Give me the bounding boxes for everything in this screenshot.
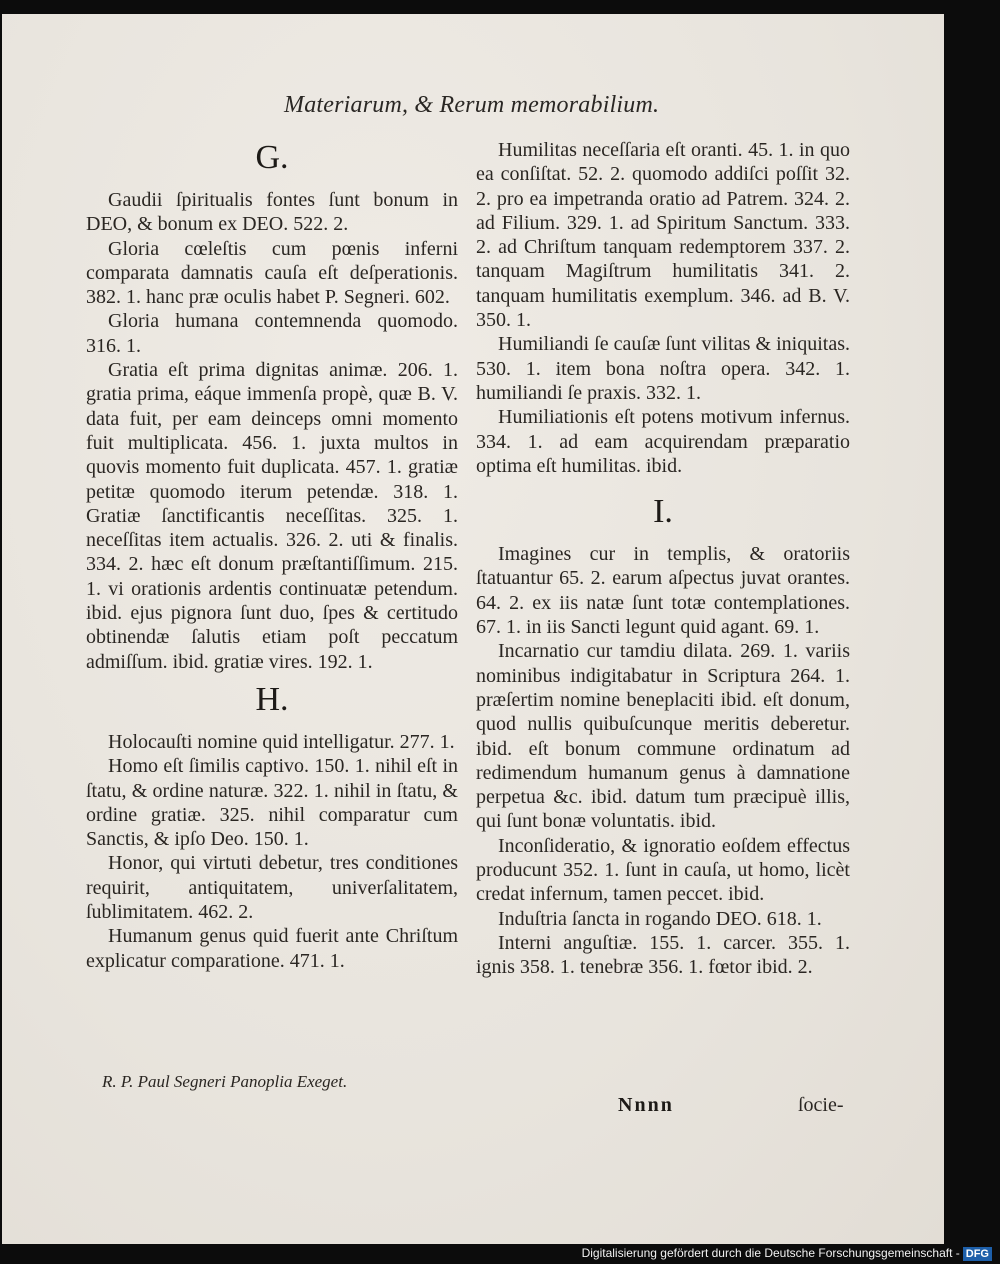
- index-entry-homo: Homo eſt ſimilis captivo. 150. 1. nihil eſt in ſtatu, & ordine naturæ. 322. 1. nihil in ſtatu, & ordine gratiæ. 325. nihil comparatur cum Sanctis, & ipſo Deo. 150. 1.: [86, 755, 458, 851]
- index-entry-imagines: Imagines cur in templis, & oratoriis ſtatuantur 65. 2. earum aſpectus juvat orantes. 64. 2. ex iis natæ ſunt totæ contemplationes. 67. 1. in iis Sancti legunt quid agant. 69. 1.: [476, 543, 850, 639]
- index-entry-humanum: Humanum genus quid fuerit ante Chriſtum explicatur comparatione. 471. 1.: [86, 925, 458, 972]
- index-entry-industria: Induſtria ſancta in rogando DEO. 618. 1.: [498, 907, 822, 930]
- credit-text: Digitalisierung gefördert durch die Deutsche Forschungsgemeinschaft -: [581, 1246, 960, 1260]
- index-entry-humilitas: Humilitas neceſſaria eſt oranti. 45. 1. in quo ea conſiſtat. 52. 2. quomodo addiſci poſſit 32. 2. pro ea impetranda oratio ad Patrem. 324. 2. ad Filium. 329. 1. ad Spiritum Sanctum. 333. 2. ad Chriſtum tanquam redemptorem 337. 2. tanquam Magiſtrum humilitatis 341. 2. tanquam humilitatis exemplum. 346. ad B. V. 350. 1.: [476, 139, 850, 332]
- section-letter-h: H.: [255, 680, 289, 718]
- digitization-credit: [582, 1244, 992, 1262]
- index-entry-gaudii: Gaudii ſpiritualis fontes ſunt bonum in DEO, & bonum ex DEO. 522. 2.: [86, 189, 458, 236]
- index-entry-holocausti: Holocauſti nomine quid intelligatur. 277. 1.: [108, 730, 455, 753]
- index-entry-honor: Honor, qui virtuti debetur, tres conditiones requirit, antiquitatem, univerſalitatem, ſublimitatem. 462. 2.: [86, 852, 458, 924]
- page-catchline: R. P. Paul Segneri Panoplia Exeget.: [102, 1072, 348, 1091]
- dfg-logo-icon: DFG: [963, 1247, 992, 1261]
- index-entry-inconsideratio: Inconſideratio, & ignoratio eoſdem effectus producunt 352. 1. ſunt in cauſa, ut homo, licèt credat infernum, tamen peccet. ibid.: [476, 834, 850, 906]
- section-letter-g: G.: [255, 139, 289, 176]
- signature-mark: Nnnn: [618, 1094, 674, 1116]
- index-entry-gratia: Gratia eſt prima dignitas animæ. 206. 1. gratia prima, eáque immenſa propè, quæ B. V. data fuit, per eam deinceps omni momento fuit multiplicata. 456. 1. juxta multos in quovis momento fuit duplicata. 457. 1. gratiæ petitæ quomodo iterum petendæ. 318. 1. Gratiæ ſanctificantis neceſſitas. 325. 1. neceſſitas item actualis. 326. 2. uti & finalis. 334. 2. hæc eſt donum præſtantiſſimum. 215. 1. vi orationis ardentis continuatæ petendum. ibid. ejus pignora ſunt duo, ſpes & certitudo obtinendæ ſalutis etiam poſt peccatum admiſſum. ibid. gratiæ vires. 192. 1.: [86, 359, 458, 673]
- left-column: [86, 138, 458, 973]
- index-entry-inferni: Interni anguſtiæ. 155. 1. carcer. 355. 1. ignis 358. 1. tenebræ 356. 1. fœtor ibid. 2.: [476, 931, 850, 979]
- index-entry-incarnatio: Incarnatio cur tamdiu dilata. 269. 1. variis nominibus indigitabatur in Scriptura 264. 1. præſertim nomine beneplaciti ibid. eſt donum, quod nullis quibuſcunque meritis deberetur. ibid. eſt bonum commune ordinatum ad redimendum humanum genus à damnatione perpetua &c. ibid. datum tum præcipuè illis, qui ſunt bonæ voluntatis. ibid.: [476, 640, 850, 833]
- index-entry-humiliationis: Humiliationis eſt potens motivum infernus. 334. 1. ad eam acquirendam præparatio optima eſt humilitas. ibid.: [476, 406, 850, 477]
- right-column: [476, 138, 850, 980]
- index-entry-gloria-humana: Gloria humana contemnenda quomodo. 316. 1.: [86, 310, 458, 357]
- section-letter-i: I.: [653, 493, 673, 531]
- index-entry-gloria-coelestis: Gloria cœleſtis cum pœnis inferni comparata damnatis cauſa eſt deſperationis. 382. 1. hanc præ oculis habet P. Segneri. 602.: [86, 237, 458, 309]
- catchword: ſocie-: [798, 1094, 844, 1116]
- index-entry-humiliandi: Humiliandi ſe cauſæ ſunt vilitas & iniquitas. 530. 1. item bona noſtra opera. 342. 1. humiliandi ſe praxis. 332. 1.: [476, 333, 850, 404]
- scanned-page: [2, 14, 944, 1244]
- running-head: Materiarum, & Rerum memorabilium.: [284, 92, 660, 118]
